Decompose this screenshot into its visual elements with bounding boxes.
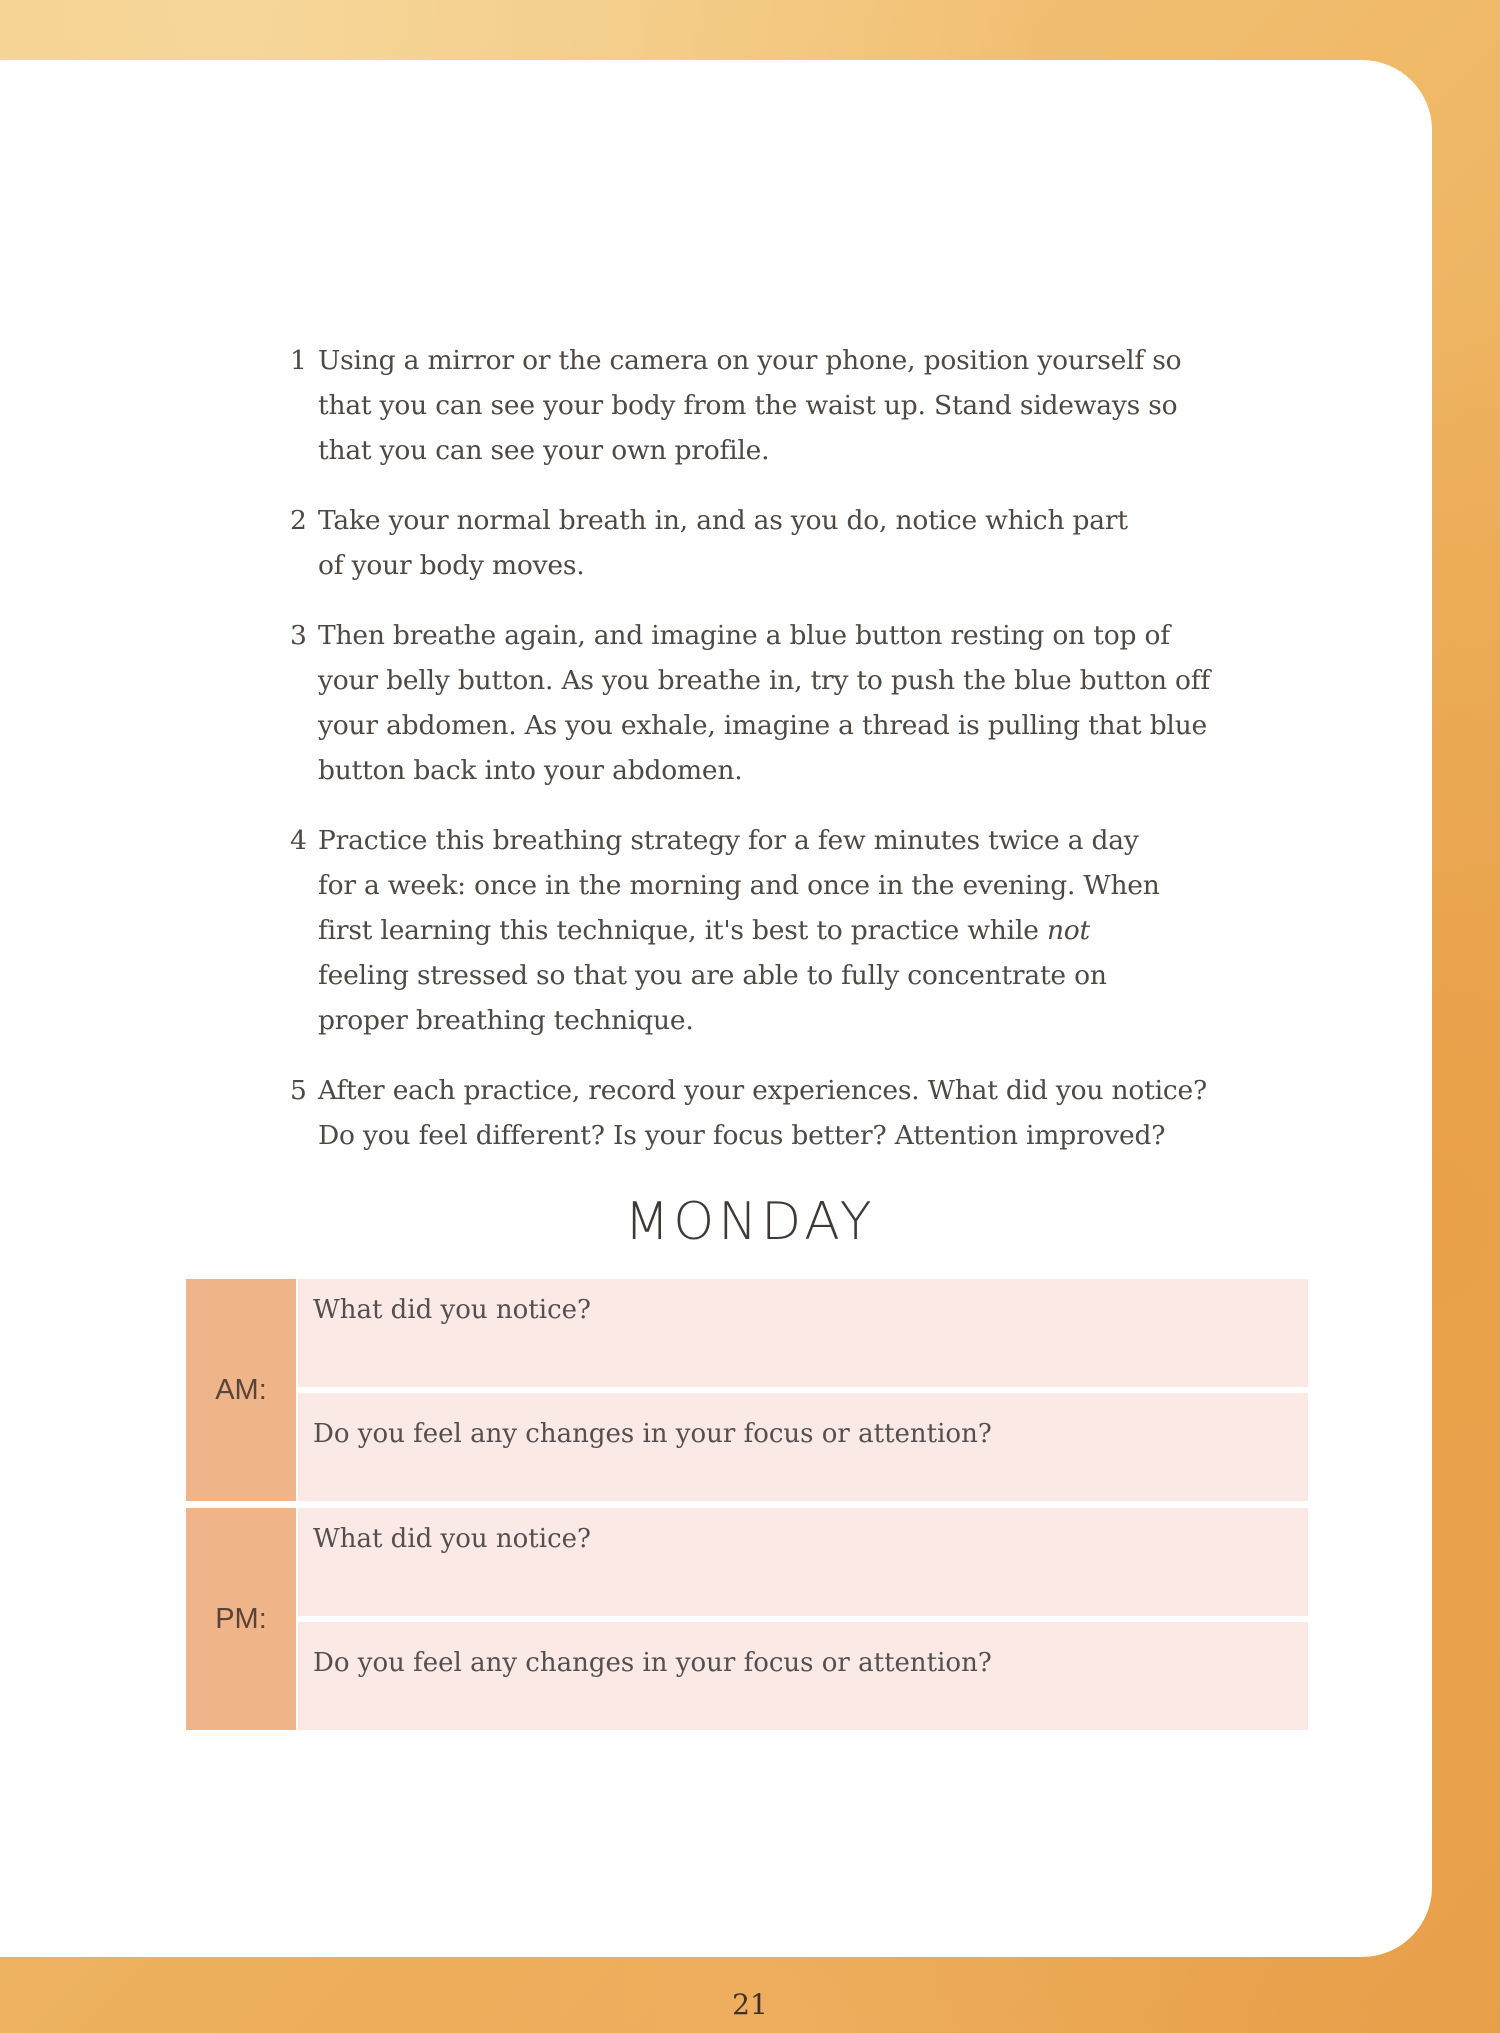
- am-focus-prompt: Do you feel any changes in your focus or attention?: [313, 1419, 992, 1449]
- step-text: After each practice, record your experiences. What did you notice? Do you feel different? Is your focus better? Attention improved?: [318, 1075, 1208, 1151]
- pm-focus-prompt: Do you feel any changes in your focus or attention?: [313, 1648, 992, 1678]
- step-number: 3: [290, 620, 307, 651]
- step-number: 4: [290, 825, 307, 856]
- step-5: [290, 1068, 1223, 1158]
- am-focus-field[interactable]: [298, 1393, 1308, 1501]
- day-heading: MONDAY: [624, 1192, 876, 1252]
- pm-entry-block: [186, 1508, 1308, 1730]
- step-2: [290, 498, 1128, 588]
- step-number: 1: [290, 345, 307, 376]
- instruction-list: [290, 338, 1230, 1183]
- step-text: Practice this breathing strategy for a few minutes twice a day for a week: once in the morning and once in the evening. When first learning this technique, it's best to practice while not feeling stressed so that you are able to fully concentrate on proper breathing technique.: [318, 825, 1160, 1036]
- step-number: 2: [290, 505, 307, 536]
- pm-label: PM:: [186, 1508, 296, 1730]
- step-3: [290, 613, 1223, 793]
- pm-notice-field[interactable]: [298, 1508, 1308, 1616]
- step-4: [290, 818, 1163, 1043]
- am-notice-field[interactable]: [298, 1279, 1308, 1387]
- step-text: Then breathe again, and imagine a blue button resting on top of your belly button. As you breathe in, try to push the blue button off your abdomen. As you exhale, imagine a thread is pulling that blue button back into your abdomen.: [318, 620, 1211, 786]
- pm-notice-prompt: What did you notice?: [313, 1524, 591, 1554]
- am-notice-prompt: What did you notice?: [313, 1295, 591, 1325]
- am-entry-block: [186, 1279, 1308, 1501]
- step-text: Take your normal breath in, and as you do, notice which part of your body moves.: [318, 505, 1128, 581]
- am-label: AM:: [186, 1279, 296, 1501]
- step-number: 5: [290, 1075, 307, 1106]
- page-number: 21: [732, 1988, 768, 2021]
- step-text: Using a mirror or the camera on your phone, position yourself so that you can see your body from the waist up. Stand sideways so that you can see your own profile.: [318, 345, 1182, 466]
- pm-focus-field[interactable]: [298, 1622, 1308, 1730]
- step-1: [290, 338, 1228, 473]
- emphasis: not: [1046, 915, 1091, 946]
